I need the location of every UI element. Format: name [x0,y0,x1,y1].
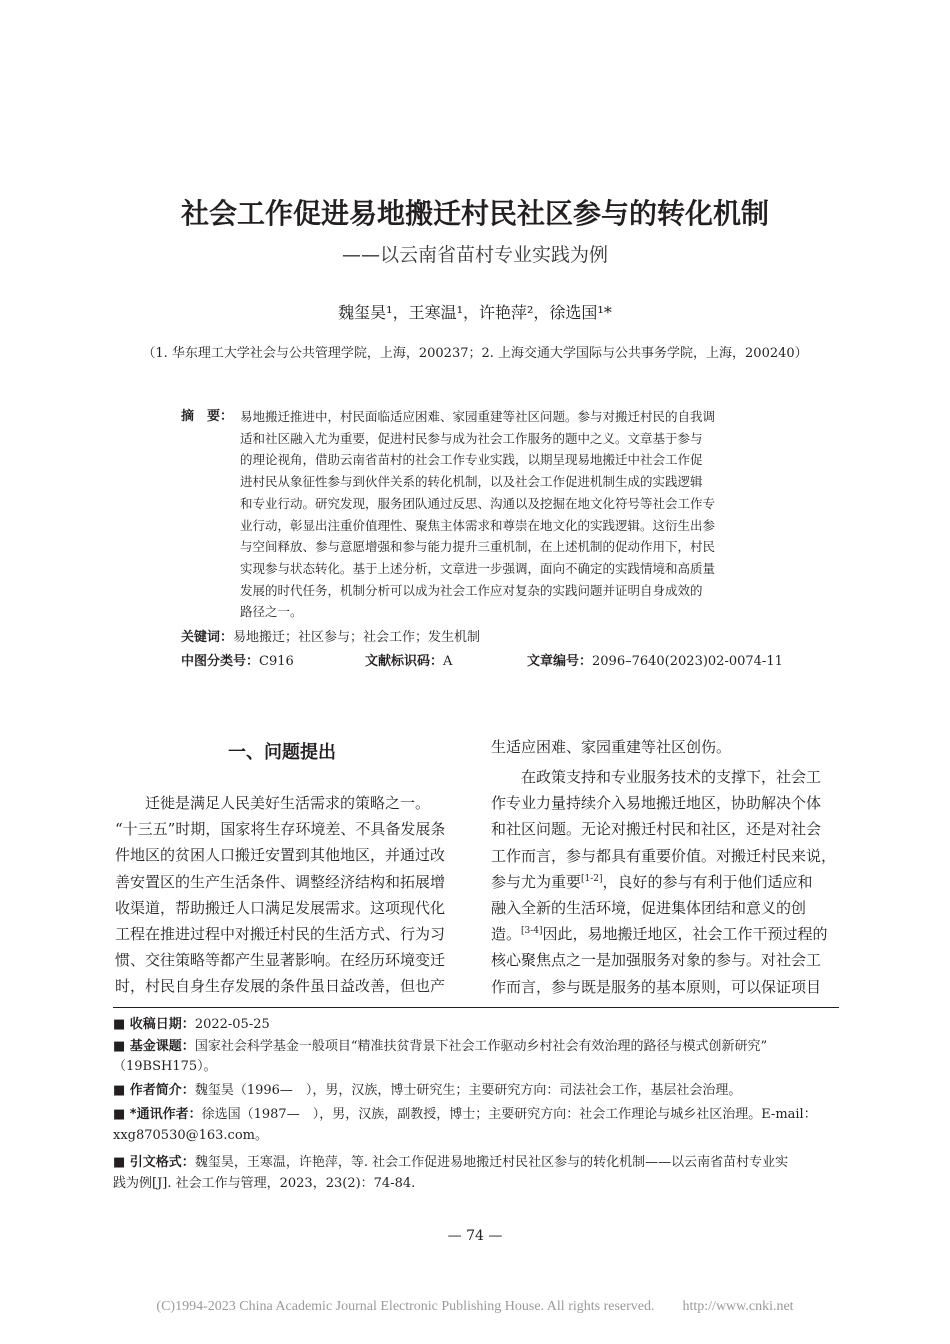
citation-ref[interactable]: [1-2] [581,873,603,884]
section-heading: 一、问题提出 [228,742,336,763]
keywords-label: 关键词： [181,630,234,645]
document-code-value: A [443,654,453,669]
footnote-author [113,1081,841,1101]
abstract-line: 易地搬迁推进中，村民面临适应困难、家园重建等社区问题。参与对搬迁村民的自我调 [240,409,716,424]
body-line: 作而言，参与既是服务的基本原则，可以保证项目 [491,977,822,996]
fund-label: ■ 基金课题： [113,1039,195,1054]
abstract-line: 与空间释放、参与意愿增强和参与能力提升三重机制，在上述机制的促动作用下，村民 [240,539,716,555]
corresponding-label: ■ *通讯作者： [113,1107,202,1122]
body-line: 件地区的贫困人口搬迁安置到其他地区，并通过改 [115,846,446,865]
abstract-line: 进村民从象征性参与到伙伴关系的转化机制，以及社会工作促进机制生成的实践逻辑 [240,474,703,490]
corresponding-email[interactable]: xxg870530@163.com。 [113,1128,268,1143]
body-line: 工作而言，参与都具有重要价值。对搬迁村民来说， [491,846,837,865]
paper-subtitle: ——以云南省苗村专业实践为例 [341,244,608,266]
body-text: ，良好的参与有利于他们适应和 [602,872,813,891]
clc-number [181,652,294,672]
footnote-fund [113,1037,841,1057]
body-line: 迁徙是满足人民美好生活需求的策略之一。 [145,794,431,812]
document-code [365,652,452,672]
abstract-line: 和专业行动。研究发现，服务团队通过反思、沟通以及挖掘在地文化符号等社会工作专 [240,495,716,511]
body-text: 造。 [491,925,522,944]
author-list: 魏玺昊¹，王寒温¹，许艳萍²，徐选国¹* [338,303,612,322]
abstract-line: 路径之一。 [240,604,303,620]
body-line: 和社区问题。无论对搬迁村民和社区，还是对社会 [491,820,822,839]
abstract-label: 摘 要： [181,409,234,424]
document-code-label: 文献标识码： [365,654,444,669]
body-line: 在政策支持和专业服务技术的支撑下，社会工 [521,768,822,786]
footnote-divider [113,1007,839,1008]
author-label: ■ 作者简介： [113,1083,195,1098]
body-line: 时，村民自身生存发展的条件虽日益改善，但也产 [115,977,446,996]
body-line: 生适应困难、家园重建等社区创伤。 [491,738,732,756]
body-text: 因此，易地搬迁地区，社会工作干预过程的 [542,925,828,944]
body-line: 善安置区的生产生活条件、调整经济结构和拓展增 [115,872,446,891]
footnote-fund-cont: （19BSH175）。 [113,1059,217,1074]
page-number: — 74 — [447,1228,503,1244]
body-line: 核心聚焦点之一是加强服务对象的参与。对社会工 [491,951,822,970]
body-line: 收渠道，帮助搬迁人口满足发展需求。这项现代化 [115,898,446,917]
footnote-corresponding [113,1105,841,1125]
citation-label: ■ 引文格式： [113,1155,195,1170]
received-date: 2022-05-25 [194,1017,270,1032]
abstract-line: 发展的时代任务，机制分析可以成为社会工作应对复杂的实践问题并证明自身成效的 [240,582,703,598]
copyright-notice: (C)1994-2023 China Academic Journal Electronic Publishing House. All rights reserved. http://www.cnki.net [156,1299,794,1314]
clc-label: 中图分类号： [181,654,260,669]
footnote-citation-cont: 践为例[J]. 社会工作与管理，2023，23(2)：74-84. [113,1176,416,1191]
body-line: 工程在推进过程中对搬迁村民的生活方式、行为习 [115,925,446,943]
body-line: 作专业力量持续介入易地搬迁地区，协助解决个体 [491,794,822,813]
clc-value: C916 [259,654,294,669]
body-text: 参与尤为重要 [491,872,582,891]
footnote-received [113,1015,841,1035]
article-number-value: 2096–7640(2023)02-0074-11 [592,654,783,669]
body-line: “十三五”时期，国家将生存环境差、不具备发展条 [115,820,446,839]
abstract-line: 业行动，彰显出注重价值理性、聚焦主体需求和尊崇在地文化的实践逻辑。这衍生出参 [240,517,716,533]
article-number-label: 文章编号： [527,654,593,669]
body-line: 惯、交往策略等都产生显著影响。在经历环境变迁 [115,951,446,970]
keywords-value: 易地搬迁；社区参与；社会工作；发生机制 [233,630,481,645]
abstract-line: 适和社区融入尤为重要，促进村民参与成为社会工作服务的题中之义。文章基于参与 [240,430,703,446]
author-text: 魏玺昊（1996— ），男，汉族，博士研究生；主要研究方向：司法社会工作，基层社会治理。 [194,1083,742,1098]
affiliations: （1. 华东理工大学社会与公共管理学院，上海，200237；2. 上海交通大学国际与公共事务学院，上海，200240） [142,346,808,361]
body-line [491,921,837,947]
received-label: ■ 收稿日期： [113,1017,195,1032]
paper-title: 社会工作促进易地搬迁村民社区参与的转化机制 [180,197,769,230]
citation-ref[interactable]: [3-4] [521,926,543,937]
fund-text: 国家社会科学基金一般项目“精准扶贫背景下社会工作驱动乡村社会有效治理的路径与模式创新研究” [194,1039,768,1054]
corresponding-text: 徐选国（1987— ），男，汉族，副教授，博士；主要研究方向：社会工作理论与城乡社区治理。E-mail： [201,1107,817,1122]
citation-text: 魏玺昊，王寒温，许艳萍，等. 社会工作促进易地搬迁村民社区参与的转化机制——以云南省苗村专业实 [194,1155,789,1170]
abstract-line: 实现参与状态转化。基于上述分析，文章进一步强调，面向不确定的实践情境和高质量 [240,560,716,576]
abstract-line: 的理论视角，借助云南省苗村的社会工作专业实践，以期呈现易地搬迁中社会工作促 [240,452,703,468]
keywords [181,628,480,648]
article-number [527,652,783,672]
footnote-citation [113,1153,841,1173]
body-line [491,869,837,895]
body-line: 融入全新的生活环境，促进集体团结和意义的创 [491,899,807,917]
